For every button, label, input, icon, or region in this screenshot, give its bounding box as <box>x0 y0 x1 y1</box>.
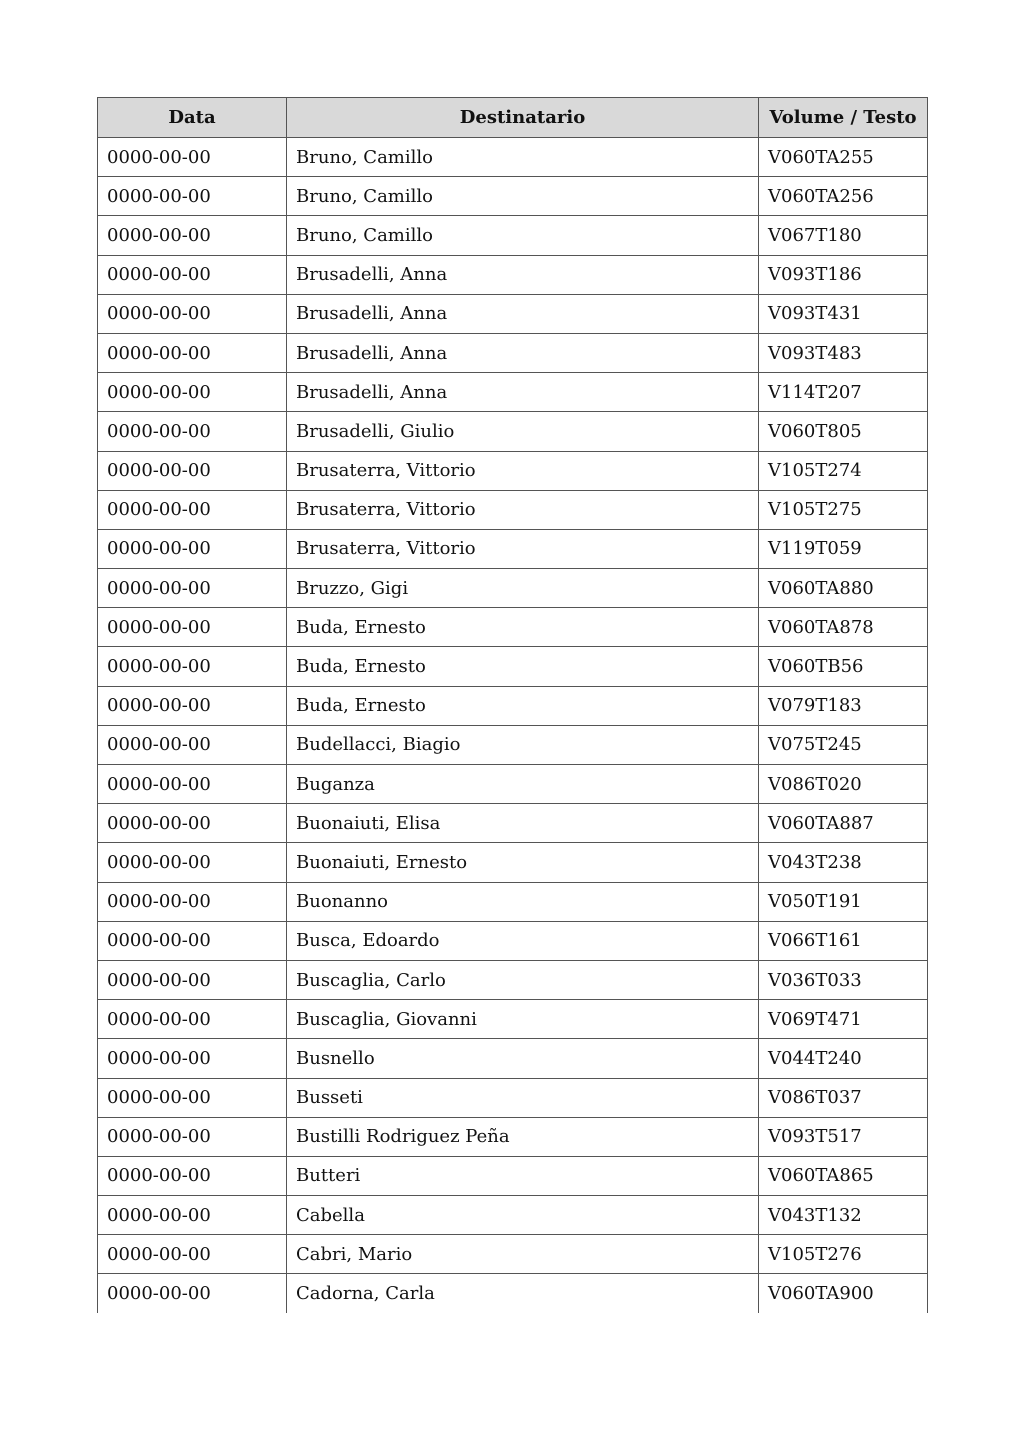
cell-recipient: Brusadelli, Anna <box>287 255 759 294</box>
cell-date: 0000-00-00 <box>98 1196 287 1235</box>
cell-volume: V105T276 <box>759 1235 928 1274</box>
cell-recipient: Brusaterra, Vittorio <box>287 490 759 529</box>
cell-volume: V067T180 <box>759 216 928 255</box>
cell-recipient: Brusadelli, Anna <box>287 333 759 372</box>
cell-recipient: Buscaglia, Carlo <box>287 960 759 999</box>
cell-volume: V086T020 <box>759 765 928 804</box>
table-header <box>98 98 928 138</box>
cell-date: 0000-00-00 <box>98 882 287 921</box>
cell-volume: V060TB56 <box>759 647 928 686</box>
letters-table <box>97 97 928 1313</box>
cell-date: 0000-00-00 <box>98 725 287 764</box>
table-row <box>98 1235 928 1274</box>
table-row <box>98 294 928 333</box>
table-row <box>98 412 928 451</box>
table-row <box>98 569 928 608</box>
cell-date: 0000-00-00 <box>98 1156 287 1195</box>
cell-volume: V075T245 <box>759 725 928 764</box>
table-row <box>98 647 928 686</box>
cell-date: 0000-00-00 <box>98 921 287 960</box>
cell-recipient: Busseti <box>287 1078 759 1117</box>
cell-volume: V060TA878 <box>759 608 928 647</box>
cell-recipient: Bruzzo, Gigi <box>287 569 759 608</box>
cell-volume: V105T274 <box>759 451 928 490</box>
table-row <box>98 490 928 529</box>
cell-date: 0000-00-00 <box>98 1117 287 1156</box>
table-row <box>98 765 928 804</box>
table-row <box>98 804 928 843</box>
cell-recipient: Bruno, Camillo <box>287 177 759 216</box>
table-row <box>98 921 928 960</box>
table-row <box>98 1117 928 1156</box>
cell-volume: V093T186 <box>759 255 928 294</box>
cell-volume: V050T191 <box>759 882 928 921</box>
cell-date: 0000-00-00 <box>98 490 287 529</box>
cell-recipient: Cadorna, Carla <box>287 1274 759 1313</box>
cell-recipient: Buda, Ernesto <box>287 608 759 647</box>
cell-volume: V060TA255 <box>759 138 928 177</box>
cell-recipient: Cabella <box>287 1196 759 1235</box>
cell-volume: V044T240 <box>759 1039 928 1078</box>
cell-recipient: Buda, Ernesto <box>287 647 759 686</box>
cell-recipient: Buscaglia, Giovanni <box>287 1000 759 1039</box>
cell-recipient: Bustilli Rodriguez Peña <box>287 1117 759 1156</box>
cell-volume: V060TA880 <box>759 569 928 608</box>
cell-recipient: Bruno, Camillo <box>287 138 759 177</box>
cell-date: 0000-00-00 <box>98 960 287 999</box>
table-row <box>98 608 928 647</box>
cell-date: 0000-00-00 <box>98 216 287 255</box>
cell-volume: V079T183 <box>759 686 928 725</box>
cell-recipient: Buonaiuti, Ernesto <box>287 843 759 882</box>
cell-recipient: Brusadelli, Anna <box>287 373 759 412</box>
cell-date: 0000-00-00 <box>98 686 287 725</box>
cell-date: 0000-00-00 <box>98 647 287 686</box>
cell-volume: V114T207 <box>759 373 928 412</box>
cell-recipient: Busnello <box>287 1039 759 1078</box>
cell-volume: V119T059 <box>759 529 928 568</box>
table-row <box>98 1156 928 1195</box>
cell-date: 0000-00-00 <box>98 412 287 451</box>
cell-recipient: Budellacci, Biagio <box>287 725 759 764</box>
table-body <box>98 138 928 1314</box>
table-row <box>98 960 928 999</box>
cell-recipient: Buda, Ernesto <box>287 686 759 725</box>
table-row <box>98 1039 928 1078</box>
cell-volume: V093T483 <box>759 333 928 372</box>
cell-volume: V043T238 <box>759 843 928 882</box>
cell-recipient: Cabri, Mario <box>287 1235 759 1274</box>
table-row <box>98 1000 928 1039</box>
cell-date: 0000-00-00 <box>98 608 287 647</box>
cell-recipient: Buonaiuti, Elisa <box>287 804 759 843</box>
cell-date: 0000-00-00 <box>98 804 287 843</box>
cell-date: 0000-00-00 <box>98 1274 287 1313</box>
cell-volume: V043T132 <box>759 1196 928 1235</box>
cell-volume: V060TA887 <box>759 804 928 843</box>
table-row <box>98 1196 928 1235</box>
cell-recipient: Buganza <box>287 765 759 804</box>
cell-date: 0000-00-00 <box>98 1078 287 1117</box>
table-row <box>98 686 928 725</box>
cell-date: 0000-00-00 <box>98 1000 287 1039</box>
cell-date: 0000-00-00 <box>98 294 287 333</box>
cell-date: 0000-00-00 <box>98 177 287 216</box>
table-row <box>98 1078 928 1117</box>
column-header-recipient: Destinatario <box>287 98 759 138</box>
cell-volume: V086T037 <box>759 1078 928 1117</box>
cell-volume: V105T275 <box>759 490 928 529</box>
column-header-volume: Volume / Testo <box>759 98 928 138</box>
cell-volume: V069T471 <box>759 1000 928 1039</box>
cell-date: 0000-00-00 <box>98 373 287 412</box>
cell-date: 0000-00-00 <box>98 765 287 804</box>
cell-date: 0000-00-00 <box>98 1039 287 1078</box>
table-row <box>98 333 928 372</box>
cell-date: 0000-00-00 <box>98 1235 287 1274</box>
cell-recipient: Brusadelli, Anna <box>287 294 759 333</box>
cell-recipient: Brusaterra, Vittorio <box>287 451 759 490</box>
cell-volume: V060TA256 <box>759 177 928 216</box>
table-row <box>98 1274 928 1313</box>
cell-volume: V036T033 <box>759 960 928 999</box>
cell-recipient: Brusaterra, Vittorio <box>287 529 759 568</box>
table-row <box>98 373 928 412</box>
table-row <box>98 216 928 255</box>
header-row <box>98 98 928 138</box>
cell-volume: V093T517 <box>759 1117 928 1156</box>
cell-date: 0000-00-00 <box>98 333 287 372</box>
cell-volume: V060T805 <box>759 412 928 451</box>
cell-volume: V066T161 <box>759 921 928 960</box>
column-header-date: Data <box>98 98 287 138</box>
cell-date: 0000-00-00 <box>98 138 287 177</box>
table-row <box>98 138 928 177</box>
cell-recipient: Butteri <box>287 1156 759 1195</box>
table-row <box>98 255 928 294</box>
table-row <box>98 529 928 568</box>
cell-volume: V060TA900 <box>759 1274 928 1313</box>
cell-volume: V060TA865 <box>759 1156 928 1195</box>
cell-recipient: Busca, Edoardo <box>287 921 759 960</box>
table-row <box>98 882 928 921</box>
cell-date: 0000-00-00 <box>98 255 287 294</box>
table-row <box>98 843 928 882</box>
cell-date: 0000-00-00 <box>98 529 287 568</box>
cell-date: 0000-00-00 <box>98 569 287 608</box>
cell-recipient: Brusadelli, Giulio <box>287 412 759 451</box>
table-row <box>98 177 928 216</box>
cell-volume: V093T431 <box>759 294 928 333</box>
table-row <box>98 725 928 764</box>
cell-date: 0000-00-00 <box>98 843 287 882</box>
cell-recipient: Bruno, Camillo <box>287 216 759 255</box>
cell-date: 0000-00-00 <box>98 451 287 490</box>
table-row <box>98 451 928 490</box>
cell-recipient: Buonanno <box>287 882 759 921</box>
